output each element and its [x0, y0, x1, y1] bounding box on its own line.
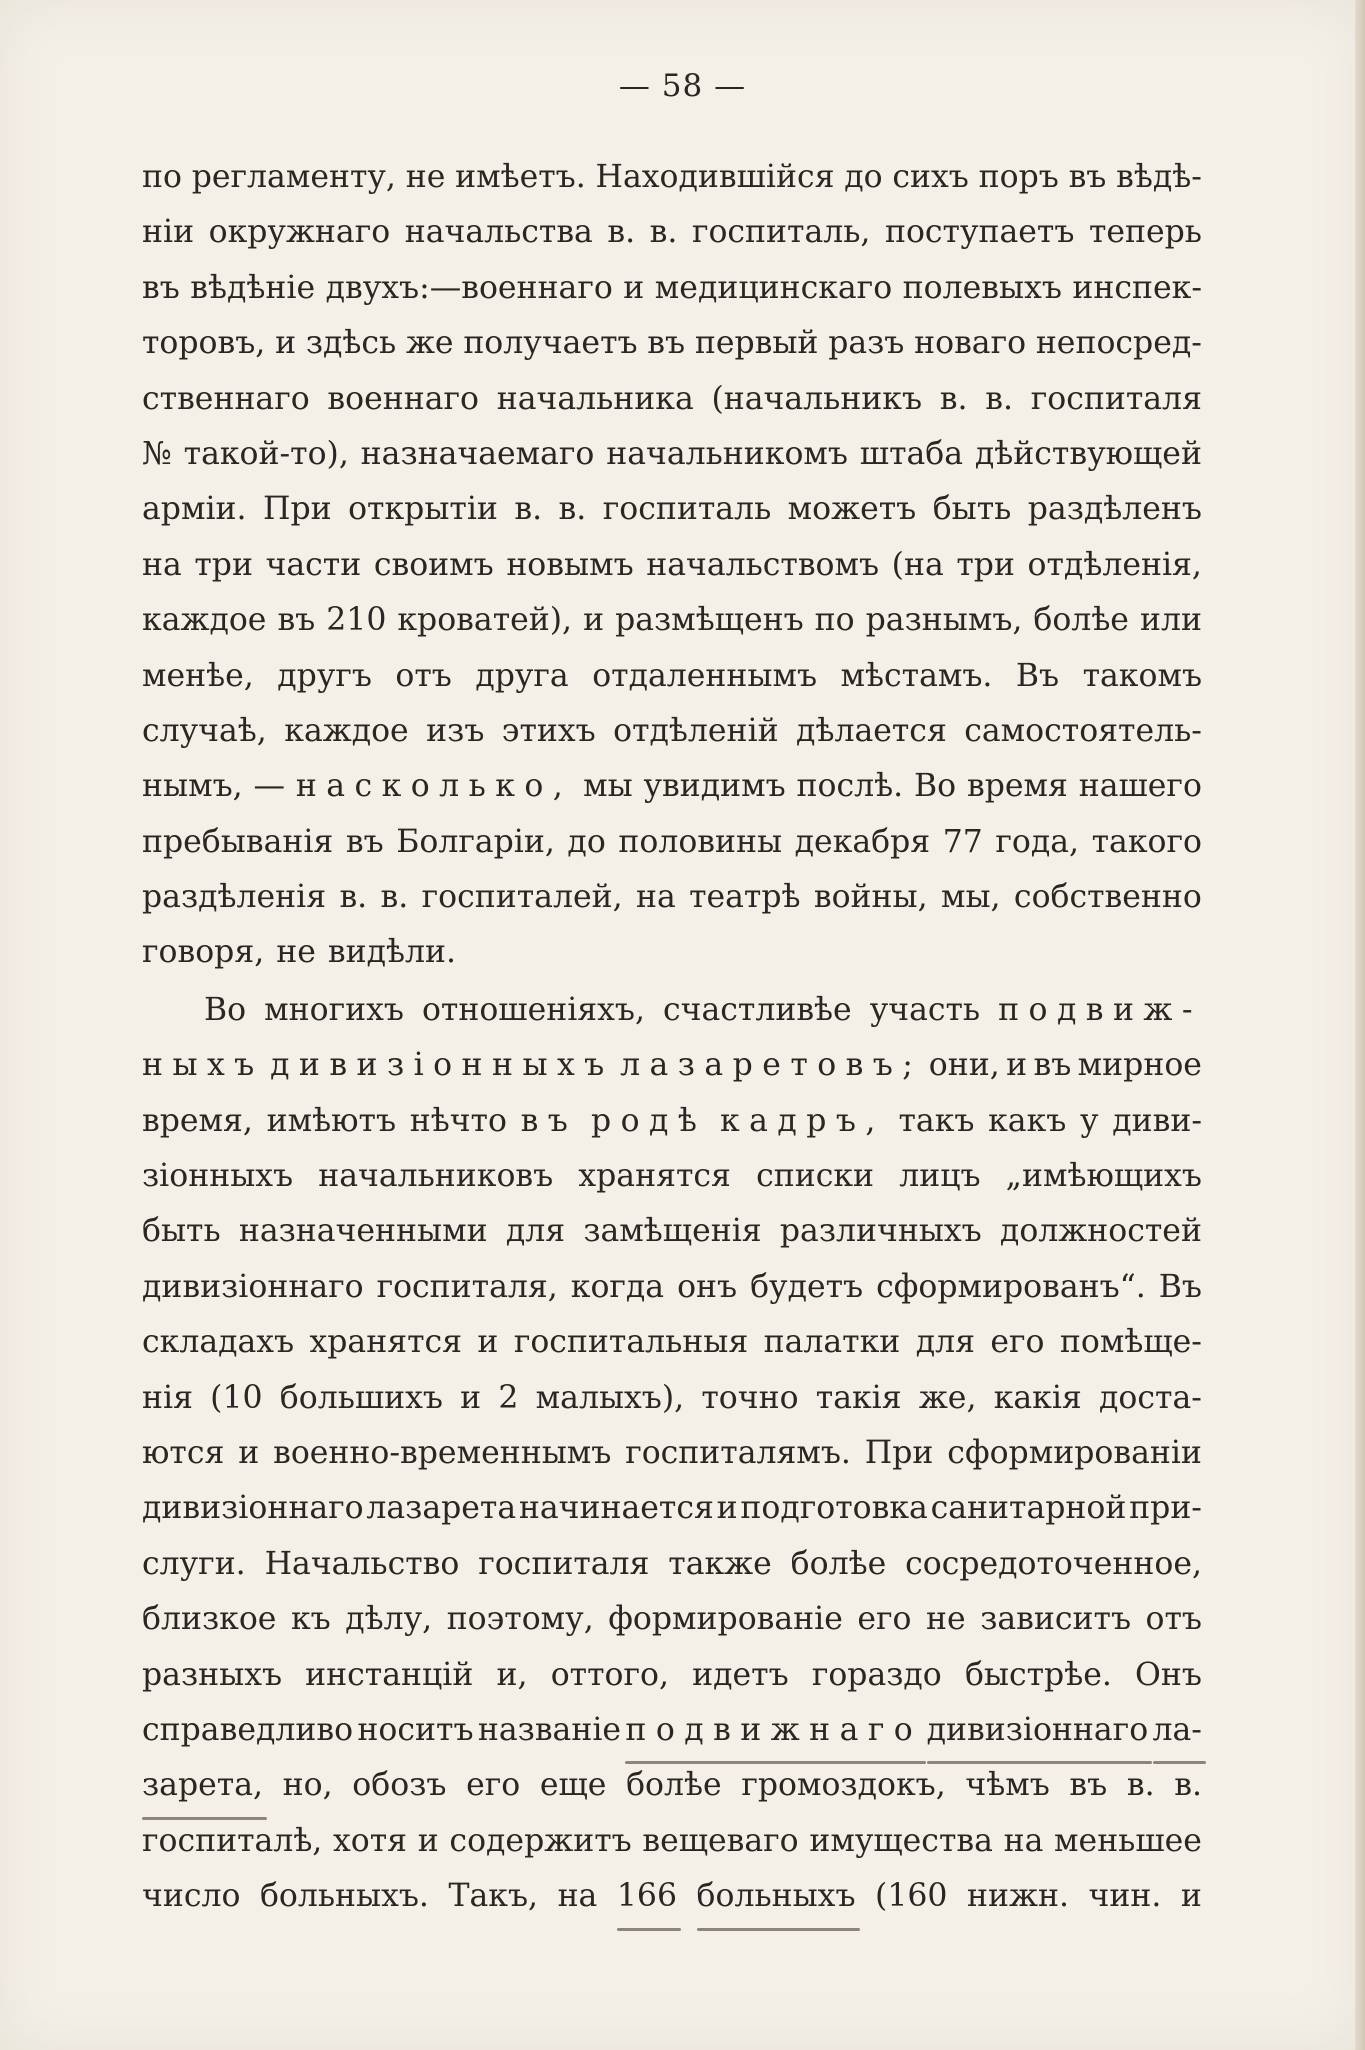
word: менѣе, [142, 657, 254, 694]
word: такія [815, 1379, 902, 1416]
word: 166 [617, 1869, 677, 1924]
word: болѣе [790, 1545, 887, 1582]
word: имѣетъ. [455, 159, 586, 195]
word: время [966, 768, 1068, 805]
word: подвиж- [998, 991, 1202, 1028]
word: и [1006, 1047, 1028, 1084]
word: по [814, 602, 855, 639]
word: лазаретовъ; [620, 1047, 923, 1084]
word: и, [496, 1656, 528, 1693]
word: разъ [828, 325, 905, 362]
word: замѣщенія [583, 1213, 762, 1250]
text-line [142, 261, 1202, 316]
word: дѣйствующей [974, 435, 1202, 472]
paragraph-2 [142, 983, 1202, 1925]
word: сосредоточенное, [905, 1545, 1202, 1582]
word: изъ [426, 712, 485, 749]
word: время, [142, 1102, 253, 1139]
text-line [142, 593, 1202, 648]
text-line [142, 1758, 1202, 1813]
word: или [1139, 602, 1202, 639]
word: (начальникъ [711, 380, 923, 417]
word: войны, [813, 879, 928, 916]
word: первый [694, 325, 819, 362]
word: друга [475, 657, 569, 694]
word: кроватей), [397, 602, 573, 639]
word: госпиталя [1030, 380, 1202, 417]
word: формированіе [608, 1601, 843, 1638]
word: въ [142, 269, 180, 306]
word: къ [290, 1601, 331, 1638]
word: дѣлается [796, 712, 947, 749]
word: (10 [210, 1379, 263, 1416]
word: отъ [395, 657, 452, 694]
word: госпиталя [478, 1545, 650, 1582]
word: полевыхъ [902, 269, 1062, 306]
word: каждое [284, 712, 409, 749]
word: Онъ [1135, 1656, 1202, 1693]
word: его [857, 1601, 912, 1638]
word: палатки [763, 1324, 901, 1361]
word: госпиталь [602, 491, 772, 528]
word: „имѣющихъ [1005, 1158, 1202, 1195]
word: новаго [914, 325, 1027, 362]
text-line [142, 1426, 1202, 1481]
word: непосред- [1035, 325, 1202, 362]
word: года, [995, 823, 1080, 860]
word: въ [1069, 1767, 1108, 1804]
word: больныхъ [697, 1869, 856, 1924]
word: мирное [1077, 1047, 1202, 1084]
word: части [265, 546, 362, 583]
word: справедливо [142, 1711, 354, 1748]
text-line [142, 1648, 1202, 1703]
word: — [253, 768, 285, 805]
word: отдаленнымъ [592, 657, 818, 694]
text-line [142, 704, 1202, 759]
word: громоздокъ, [741, 1767, 946, 1804]
word: зависитъ [980, 1601, 1131, 1638]
word: не [926, 1601, 966, 1638]
word: теперь [1088, 214, 1202, 251]
word: послѣ. [796, 768, 904, 805]
word: отдѣленія, [1027, 546, 1202, 583]
word: окружнаго [208, 214, 391, 251]
word: нiи [142, 214, 195, 251]
word: но, [282, 1767, 333, 1804]
word: и [417, 1822, 439, 1859]
word: в. [649, 214, 678, 251]
word: нижн. [966, 1878, 1069, 1915]
word: (160 [875, 1878, 948, 1915]
word: на [635, 879, 676, 916]
text-line [142, 1537, 1202, 1592]
word: открытiи [348, 491, 498, 528]
text-line [142, 815, 1202, 870]
word: онъ [677, 1268, 738, 1305]
word: такого [1091, 823, 1202, 860]
word: хотя [333, 1822, 408, 1859]
word: чин. [1088, 1878, 1162, 1915]
word: помѣще- [1059, 1324, 1202, 1361]
word: болѣе [626, 1767, 722, 1804]
text-line [142, 150, 1202, 205]
word: вѣдѣ- [1116, 159, 1202, 195]
word: гораздо [811, 1656, 942, 1693]
word: начинается [518, 1490, 714, 1527]
word: они, [928, 1047, 1000, 1084]
word: штаба [859, 435, 964, 472]
word: начальствомъ [646, 546, 880, 583]
word: же, [918, 1379, 977, 1416]
word: назначаемаго [360, 435, 595, 472]
word: носитъ [357, 1711, 474, 1748]
word: лицъ [899, 1158, 981, 1195]
word: Въ [1015, 657, 1060, 694]
word: на [142, 546, 182, 583]
word: в. [607, 214, 636, 251]
word: должностей [999, 1213, 1202, 1250]
word: списки [756, 1158, 875, 1195]
word: Болгарiи, [396, 823, 555, 860]
body-text [142, 150, 1202, 1925]
word: различныхъ [779, 1213, 982, 1250]
text-line [142, 1149, 1202, 1204]
word: поэтому, [446, 1601, 594, 1638]
word: не [276, 934, 316, 971]
word: зіонныхъ [142, 1158, 294, 1195]
text-line [142, 316, 1202, 371]
word: начальникомъ [606, 435, 848, 472]
word: его [466, 1767, 521, 1804]
word: чѣмъ [965, 1767, 1050, 1804]
word: многихъ [264, 991, 404, 1028]
word: госпиталѣ, [142, 1822, 323, 1859]
word: самостоятель- [964, 712, 1202, 749]
word: другъ [277, 657, 372, 694]
word: диви- [1112, 1102, 1202, 1139]
word: в. [1126, 1767, 1155, 1804]
word: своимъ [373, 546, 494, 583]
word: на [557, 1878, 598, 1915]
word: мѣстамъ. [840, 657, 993, 694]
text-line [142, 427, 1202, 482]
word: раздѣленія [142, 879, 327, 916]
word: начальника [496, 380, 694, 417]
word: вѣдѣнiе [190, 269, 316, 306]
word: быть [932, 491, 1012, 528]
word: ются [142, 1434, 225, 1471]
word: до [567, 823, 606, 860]
word: в. [939, 380, 968, 417]
word: регламенту, [191, 159, 396, 195]
text-line [142, 1814, 1202, 1869]
word: 77 [942, 823, 983, 860]
word: точно [701, 1379, 799, 1416]
word: госпиталей, [421, 879, 623, 916]
word: когда [570, 1268, 665, 1305]
word: армiи. [142, 491, 247, 528]
word: военнаго [327, 380, 480, 417]
word: увидимъ [643, 768, 786, 805]
word: госпиталь, [691, 214, 871, 251]
word: подвижнаго [625, 1703, 922, 1758]
word: в. [985, 380, 1014, 417]
word: будетъ [750, 1268, 864, 1305]
word: Во [204, 991, 247, 1028]
word: Во [914, 768, 957, 805]
word: 210 [326, 602, 387, 639]
word: сформированъ“. [876, 1268, 1146, 1305]
word: въ [1033, 1047, 1072, 1084]
word: санитарной [930, 1490, 1127, 1527]
word: собственно [1013, 879, 1202, 916]
text-line [142, 983, 1202, 1038]
word: быстрѣе. [964, 1656, 1112, 1693]
word: и [1180, 1878, 1202, 1915]
page-edge [1355, 0, 1365, 2050]
text-line [142, 925, 1202, 980]
word: и [275, 325, 297, 362]
word: такомъ [1082, 657, 1202, 694]
word: новымъ [506, 546, 634, 583]
word: в. [558, 491, 587, 528]
text-line [142, 372, 1202, 427]
word: обозъ [352, 1767, 447, 1804]
word: зарета, [142, 1758, 263, 1813]
word: также [668, 1545, 772, 1582]
word: каждое [142, 602, 267, 639]
word: Начальство [264, 1545, 460, 1582]
word: три [194, 546, 253, 583]
word: инстанцій [305, 1656, 474, 1693]
word: мы [583, 768, 633, 805]
word: три [956, 546, 1015, 583]
word: госпиталямъ. [625, 1434, 851, 1471]
word: участь [869, 991, 981, 1028]
word: дивизіоннаго [142, 1268, 364, 1305]
word: инспек- [1072, 269, 1202, 306]
word: отдѣленій [613, 712, 779, 749]
word: меньшее [1054, 1822, 1202, 1859]
word: доста- [1099, 1379, 1202, 1416]
word: мы, [940, 879, 1001, 916]
word: половины [618, 823, 783, 860]
word: и [716, 1490, 738, 1527]
word: нымъ, [142, 768, 243, 805]
word: насколько, [295, 768, 573, 805]
word: дивизіоннаго [927, 1703, 1149, 1758]
word: сформированіи [947, 1434, 1202, 1471]
word: в. [514, 491, 543, 528]
word: (на [891, 546, 944, 583]
word: большихъ [279, 1379, 443, 1416]
word: поступаетъ [884, 214, 1075, 251]
word: по [142, 159, 182, 195]
word: начальства [404, 214, 593, 251]
word: госпитальныя [513, 1324, 749, 1361]
word: театрѣ [689, 879, 801, 916]
word: въ [345, 823, 384, 860]
word: до [844, 159, 883, 195]
word: больныхъ. [259, 1878, 429, 1915]
paragraph-1 [142, 150, 1202, 981]
word: и [583, 602, 605, 639]
word: № [142, 435, 172, 472]
word: случаѣ, [142, 712, 267, 749]
word: близкое [142, 1601, 277, 1638]
word: быть [142, 1213, 221, 1250]
word: складахъ [142, 1324, 295, 1361]
word: счастливѣе [663, 991, 852, 1028]
word: получаетъ [463, 325, 638, 362]
word: Такъ, [448, 1878, 539, 1915]
word: какія [993, 1379, 1082, 1416]
word: здѣсь [305, 325, 397, 362]
word: у [1080, 1102, 1099, 1139]
word: нія [142, 1379, 193, 1416]
word: 2 [498, 1379, 519, 1416]
text-line [142, 649, 1202, 704]
word: идетъ [692, 1656, 789, 1693]
word: Въ [1158, 1268, 1202, 1305]
word: Находившійся [595, 159, 835, 195]
text-line [142, 1204, 1202, 1259]
word: отъ [1145, 1601, 1202, 1638]
word: въ [277, 602, 316, 639]
word: торовъ, [142, 325, 266, 362]
word: медицинскаго [654, 269, 893, 306]
word: же [405, 325, 454, 362]
word: госпиталя, [376, 1268, 558, 1305]
text-line [142, 1703, 1202, 1758]
word: и [460, 1379, 482, 1416]
word: дѣлу, [345, 1601, 433, 1638]
word: и [623, 269, 645, 306]
word: нашего [1078, 768, 1202, 805]
word: разныхъ [142, 1656, 282, 1693]
page-number: — 58 — [618, 68, 747, 104]
word: на [1003, 1822, 1044, 1859]
word: поръ [978, 159, 1059, 195]
word: лазарета [366, 1490, 517, 1527]
text-line [142, 1592, 1202, 1647]
word: отношеніяхъ, [421, 991, 645, 1028]
word: болѣе [1033, 602, 1129, 639]
word: содержитъ [449, 1822, 632, 1859]
word: такой-то), [183, 435, 349, 472]
text-line [142, 482, 1202, 537]
word: в. [339, 879, 368, 916]
text-line [142, 1371, 1202, 1426]
text-line [142, 1315, 1202, 1370]
word: имущества [809, 1822, 993, 1859]
word: назначенными [238, 1213, 488, 1250]
text-line [142, 1481, 1202, 1536]
word: оттого, [550, 1656, 669, 1693]
word: размѣщенъ [615, 602, 804, 639]
word: ла- [1153, 1703, 1202, 1758]
word: такъ [898, 1102, 975, 1139]
word: еще [539, 1767, 607, 1804]
word: можетъ [787, 491, 917, 528]
text-line [142, 1260, 1202, 1315]
word: родѣ [590, 1102, 707, 1139]
word: и [238, 1434, 260, 1471]
word: пребыванія [142, 823, 334, 860]
word: не [405, 159, 446, 195]
word: военно-временнымъ [273, 1434, 612, 1471]
word: при- [1129, 1490, 1202, 1527]
word: нѣчто [409, 1102, 507, 1139]
text-line [142, 205, 1202, 260]
text-line [142, 1869, 1202, 1924]
word: въ [647, 325, 686, 362]
word: говоря, [142, 934, 265, 971]
word: При [864, 1434, 934, 1471]
word: сихъ [892, 159, 969, 195]
word: малыхъ), [535, 1379, 685, 1416]
text-line [142, 759, 1202, 814]
word: ственнаго [142, 380, 310, 417]
text-line [142, 1094, 1202, 1149]
word: число [142, 1878, 241, 1915]
word: разнымъ, [865, 602, 1023, 639]
text-line [142, 870, 1202, 925]
word: его [990, 1324, 1045, 1361]
word: имѣютъ [266, 1102, 397, 1139]
word: При [262, 491, 332, 528]
word: кадръ, [720, 1102, 885, 1139]
text-line [142, 1038, 1202, 1093]
word: для [505, 1213, 566, 1250]
word: какъ [988, 1102, 1067, 1139]
word: декабря [794, 823, 931, 860]
word: дивизіонныхъ [270, 1047, 614, 1084]
word: названіе [477, 1711, 622, 1748]
word: подготовка [740, 1490, 928, 1527]
word: этихъ [501, 712, 596, 749]
word: хранятся [578, 1158, 731, 1195]
word: слуги. [142, 1545, 246, 1582]
word: двухъ:—военнаго [325, 269, 613, 306]
word: видѣли. [327, 934, 456, 971]
word: для [915, 1324, 975, 1361]
word: раздѣленъ [1027, 491, 1202, 528]
word: хранятся [309, 1324, 463, 1361]
word: и [477, 1324, 499, 1361]
word: в. [380, 879, 409, 916]
word: дивизіоннаго [142, 1490, 364, 1527]
word: ныхъ [142, 1047, 264, 1084]
text-line [142, 538, 1202, 593]
word: въ [520, 1102, 578, 1139]
word: вещеваго [642, 1822, 799, 1859]
word: начальниковъ [318, 1158, 554, 1195]
word: в. [1174, 1767, 1202, 1804]
word: въ [1068, 159, 1107, 195]
